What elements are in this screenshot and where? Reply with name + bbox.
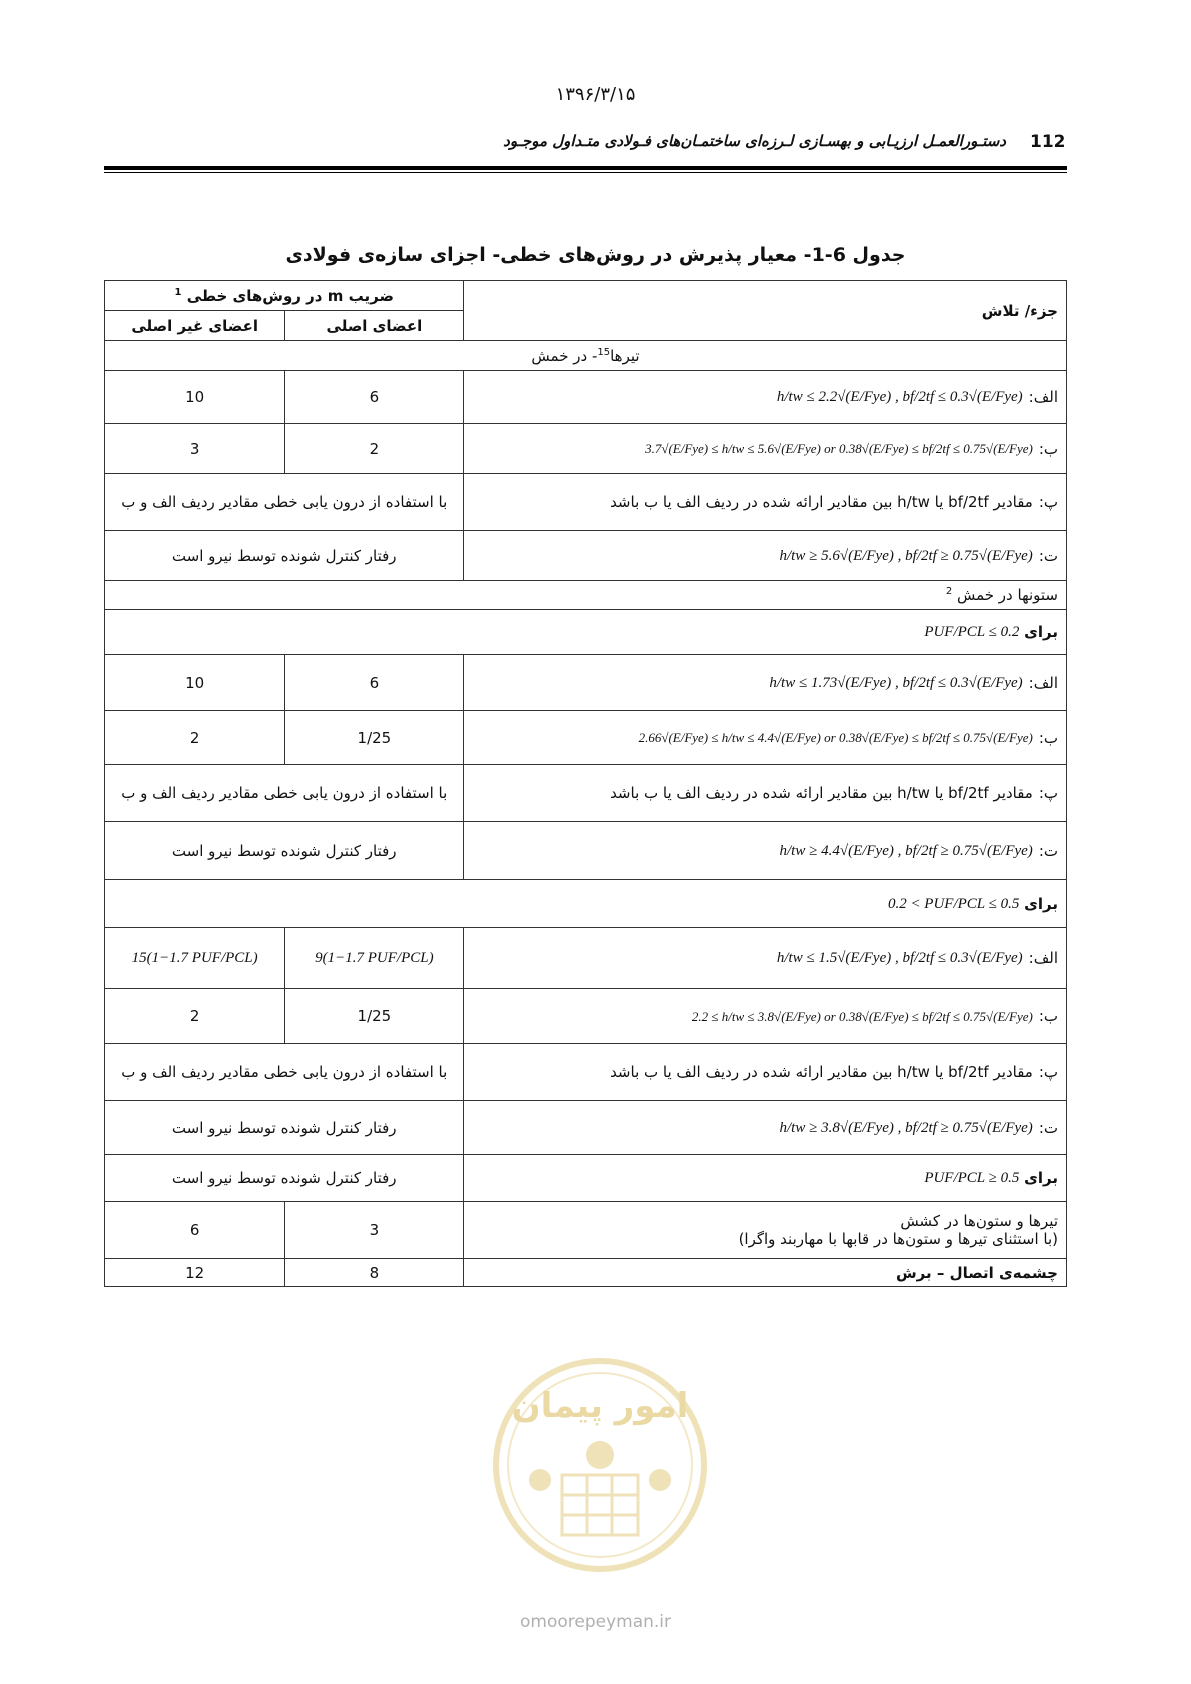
m-primary: 8 (285, 1259, 464, 1287)
axial-condition: PUF/PCL ≥ 0.5 (924, 1170, 1020, 1186)
force-controlled-note: رفتار کنترل شونده توسط نیرو است (105, 1155, 464, 1202)
tension-title: تیرها و ستون‌ها در کشش (900, 1212, 1058, 1230)
m-secondary: 2 (105, 989, 285, 1044)
criteria-formula: h/tw ≤ 1.73√(E/Fye) , bf/2tf ≤ 0.3√(E/Fye) (769, 674, 1023, 691)
table-row: ب:2.2 ≤ h/tw ≤ 3.8√(E/Fye) or 0.38√(E/Fye) ≤ bf/2tf ≤ 0.75√(E/Fye) 1/25 2 (105, 989, 1067, 1044)
criteria-formula: 2.66√(E/Fye) ≤ h/tw ≤ 4.4√(E/Fye) or 0.38√(E/Fye) ≤ bf/2tf ≤ 0.75√(E/Fye) (638, 730, 1033, 745)
page-number: 112 (1030, 132, 1066, 152)
criteria-formula: h/tw ≥ 3.8√(E/Fye) , bf/2tf ≥ 0.75√(E/Fye) (779, 1119, 1033, 1136)
force-controlled-note: رفتار کنترل شونده توسط نیرو است (105, 531, 464, 581)
m-primary: 6 (285, 655, 464, 711)
m-primary: 2 (285, 424, 464, 474)
table-row: پ:مقادیر bf/2tf یا h/tw بین مقادیر ارائه شده در ردیف الف یا ب باشد با استفاده از درون یابی خطی مقادیر ردیف الف و ب (105, 765, 1067, 822)
m-primary: 3 (285, 1202, 464, 1259)
interpolation-note: با استفاده از درون یابی خطی مقادیر ردیف الف و ب (105, 765, 464, 822)
primary-header: اعضای اصلی (285, 311, 464, 341)
table-row: ت:h/tw ≥ 5.6√(E/Fye) , bf/2tf ≥ 0.75√(E/Fye) رفتار کنترل شونده توسط نیرو است (105, 531, 1067, 581)
table-row: الف:h/tw ≤ 2.2√(E/Fye) , bf/2tf ≤ 0.3√(E/Fye) 6 10 (105, 371, 1067, 424)
table-row: ب:3.7√(E/Fye) ≤ h/tw ≤ 5.6√(E/Fye) or 0.38√(E/Fye) ≤ bf/2tf ≤ 0.75√(E/Fye) 2 3 (105, 424, 1067, 474)
axial-condition: 0.2 < PUF/PCL ≤ 0.5 (887, 895, 1020, 912)
beams-section-row (105, 341, 1067, 371)
criteria-formula: h/tw ≥ 4.4√(E/Fye) , bf/2tf ≥ 0.75√(E/Fye) (779, 842, 1033, 859)
m-secondary: 12 (105, 1259, 285, 1287)
condition-row: برای PUF/PCL ≤ 0.2 (105, 610, 1067, 655)
m-secondary: 2 (105, 711, 285, 765)
interpolation-condition: مقادیر bf/2tf یا h/tw بین مقادیر ارائه شده در ردیف الف یا ب باشد (610, 493, 1033, 511)
table-row: پ:مقادیر bf/2tf یا h/tw بین مقادیر ارائه شده در ردیف الف یا ب باشد با استفاده از درون یابی خطی مقادیر ردیف الف و ب (105, 1044, 1067, 1101)
m-secondary: 10 (105, 655, 285, 711)
panel-zone-label: چشمه‌ی اتصال – برش (464, 1259, 1067, 1287)
omoorepeyman-logo-watermark (490, 1355, 710, 1575)
interpolation-condition: مقادیر bf/2tf یا h/tw بین مقادیر ارائه شده در ردیف الف یا ب باشد (610, 784, 1033, 802)
m-primary: 6 (285, 371, 464, 424)
m-primary: 9(1−1.7 PUF/PCL) (315, 950, 434, 966)
header-rule (104, 166, 1067, 170)
columns-section-row (105, 581, 1067, 610)
watermark-url: omoorepeyman.ir (519, 1612, 672, 1632)
force-controlled-note: رفتار کنترل شونده توسط نیرو است (105, 822, 464, 880)
m-secondary: 15(1−1.7 PUF/PCL) (131, 950, 258, 966)
table-caption: جدول 6-1- معیار پذیرش در روش‌های خطی- اجزای سازه‌ی فولادی (285, 244, 906, 266)
table-row (105, 1259, 1067, 1287)
criteria-formula: h/tw ≤ 1.5√(E/Fye) , bf/2tf ≤ 0.3√(E/Fye) (776, 950, 1023, 966)
beams-title: تیرها$^{15}$- در خمش (105, 341, 1067, 371)
table-row: ب:2.66√(E/Fye) ≤ h/tw ≤ 4.4√(E/Fye) or 0.38√(E/Fye) ≤ bf/2tf ≤ 0.75√(E/Fye) 1/25 2 (105, 711, 1067, 765)
table-header-row (105, 281, 1067, 311)
criteria-formula: h/tw ≤ 2.2√(E/Fye) , bf/2tf ≤ 0.3√(E/Fye) (776, 389, 1023, 405)
document-date: ۱۳۹۶/۳/۱۵ (555, 84, 636, 105)
m-secondary: 10 (105, 371, 285, 424)
m-primary: 1/25 (285, 989, 464, 1044)
force-controlled-note: رفتار کنترل شونده توسط نیرو است (105, 1101, 464, 1155)
columns-title: ستونها در خمش $^2$ (105, 581, 1067, 610)
header-rule-thin (104, 172, 1067, 173)
acceptance-criteria-table (104, 280, 1067, 1287)
interpolation-condition: مقادیر bf/2tf یا h/tw بین مقادیر ارائه شده در ردیف الف یا ب باشد (610, 1063, 1033, 1081)
criteria-formula: h/tw ≥ 5.6√(E/Fye) , bf/2tf ≥ 0.75√(E/Fye) (779, 547, 1033, 564)
secondary-header: اعضای غیر اصلی (105, 311, 285, 341)
component-header: جزء/ تلاش (464, 281, 1067, 341)
criteria-formula: 3.7√(E/Fye) ≤ h/tw ≤ 5.6√(E/Fye) or 0.38√(E/Fye) ≤ bf/2tf ≤ 0.75√(E/Fye) (645, 441, 1033, 456)
axial-condition: PUF/PCL ≤ 0.2 (924, 624, 1020, 640)
table-row: ت:h/tw ≥ 3.8√(E/Fye) , bf/2tf ≥ 0.75√(E/Fye) رفتار کنترل شونده توسط نیرو است (105, 1101, 1067, 1155)
m-primary: 1/25 (285, 711, 464, 765)
condition-row: برای 0.2 < PUF/PCL ≤ 0.5 (105, 880, 1067, 928)
table-row: ت:h/tw ≥ 4.4√(E/Fye) , bf/2tf ≥ 0.75√(E/Fye) رفتار کنترل شونده توسط نیرو است (105, 822, 1067, 880)
tension-note: (با استثنای تیرها و ستون‌ها در قابها با مهاربند واگرا) (738, 1230, 1058, 1248)
interpolation-note: با استفاده از درون یابی خطی مقادیر ردیف الف و ب (105, 474, 464, 531)
m-secondary: 6 (105, 1202, 285, 1259)
m-factor-header: ضریب m در روش‌های خطی $^1$ (105, 281, 464, 311)
condition-row: برای PUF/PCL ≥ 0.5 رفتار کنترل شونده توسط نیرو است (105, 1155, 1067, 1202)
table-row: پ:مقادیر bf/2tf یا h/tw بین مقادیر ارائه شده در ردیف الف یا ب باشد با استفاده از درون یابی خطی مقادیر ردیف الف و ب (105, 474, 1067, 531)
running-title: دستـورالعمـل ارزیـابی و بهسـازی لـرزه‌ای ساختمـان‌های فـولادی متـداول موجـود (503, 132, 1006, 150)
table-row: الف:h/tw ≤ 1.5√(E/Fye) , bf/2tf ≤ 0.3√(E/Fye) 9(1−1.7 PUF/PCL) 15(1−1.7 PUF/PCL) (105, 928, 1067, 989)
table-row (105, 1202, 1067, 1259)
criteria-formula: 2.2 ≤ h/tw ≤ 3.8√(E/Fye) or 0.38√(E/Fye) ≤ bf/2tf ≤ 0.75√(E/Fye) (691, 1008, 1033, 1024)
m-secondary: 3 (105, 424, 285, 474)
svg-text:امور پیمان: امور پیمان (511, 1386, 689, 1426)
interpolation-note: با استفاده از درون یابی خطی مقادیر ردیف الف و ب (105, 1044, 464, 1101)
table-row: الف:h/tw ≤ 1.73√(E/Fye) , bf/2tf ≤ 0.3√(E/Fye) 6 10 (105, 655, 1067, 711)
